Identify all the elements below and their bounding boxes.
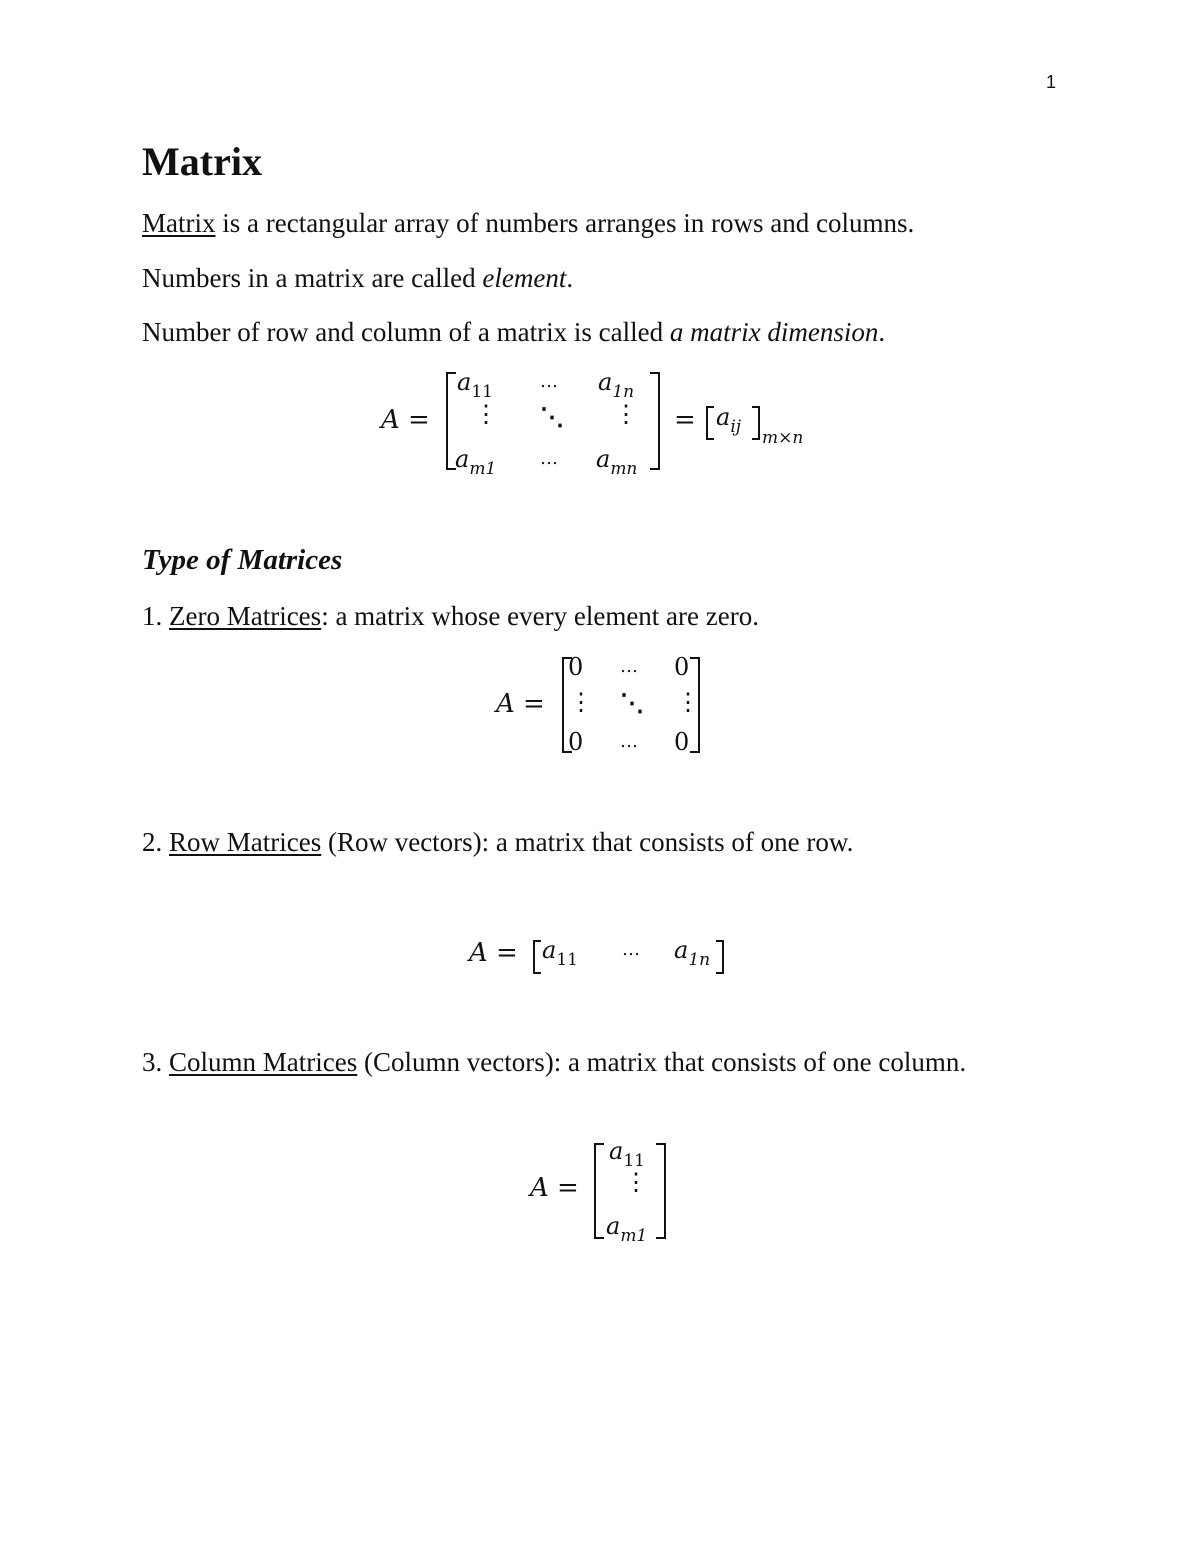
sub: 11: [471, 382, 493, 402]
sub: 11: [623, 1151, 645, 1171]
left-bracket: [706, 406, 714, 440]
ddots: ⋱: [540, 402, 564, 431]
right-bracket: [752, 406, 760, 440]
definition-dimension: [142, 316, 885, 348]
entry-am1: [606, 1212, 647, 1246]
element-text: Numbers in a matrix are called: [142, 263, 483, 293]
term-element: element: [482, 263, 567, 293]
type-column-matrices: [142, 1043, 1022, 1082]
vdots: ⋮: [614, 400, 638, 428]
a: a: [455, 445, 470, 473]
right-bracket: [656, 1143, 666, 1239]
a: a: [598, 368, 613, 396]
sub: ij: [730, 417, 742, 437]
lhs-A: A =: [496, 689, 545, 719]
a: a: [674, 936, 689, 964]
sub: m1: [620, 1226, 648, 1246]
dimension-text: Number of row and column of a matrix is called: [142, 317, 670, 347]
sub: mn: [610, 459, 638, 479]
type-description: (Row vectors): a matrix that consists of one row.: [321, 827, 854, 857]
term-dimension: a matrix dimension: [669, 317, 879, 347]
vdots: ⋮: [624, 1168, 648, 1196]
entry-amn: [596, 445, 637, 479]
type-zero-matrices: [142, 600, 759, 632]
entry-zero: 0: [674, 653, 690, 681]
left-bracket: [594, 1143, 604, 1239]
definition-matrix: [142, 207, 914, 239]
page-number: 1: [1046, 72, 1057, 92]
entry-zero: 0: [568, 728, 584, 756]
lhs-A: A =: [469, 938, 518, 968]
entry-a11: [609, 1137, 645, 1171]
entry-a1n: [674, 936, 710, 970]
type-row-matrices: [142, 826, 853, 858]
lhs-A: A =: [381, 405, 430, 435]
hdots: …: [622, 939, 641, 960]
type-description: : a matrix whose every element are zero.: [321, 601, 759, 631]
vdots: ⋮: [569, 688, 593, 716]
section-title: Type of Matrices: [142, 544, 343, 576]
entry-a1n: [598, 368, 634, 402]
item-number: 3.: [142, 1047, 169, 1077]
entry-zero: 0: [674, 728, 690, 756]
a: a: [716, 403, 731, 431]
type-name: Row Matrices: [169, 827, 322, 857]
right-bracket: [716, 940, 724, 974]
entry-a11: [542, 936, 578, 970]
a: a: [609, 1137, 624, 1165]
a: a: [606, 1212, 621, 1240]
equals-sign: =: [674, 405, 696, 435]
definition-element: [142, 262, 573, 294]
entry-a11: [457, 368, 493, 402]
sub: 1n: [612, 382, 635, 402]
hdots: …: [620, 656, 639, 677]
definition-text: is a rectangular array of numbers arranges in rows and columns.: [215, 208, 915, 238]
lhs-A: A =: [530, 1173, 579, 1203]
dimension-subscript: m×n: [762, 428, 804, 448]
hdots: …: [620, 731, 639, 752]
hdots: …: [540, 371, 559, 392]
entry-zero: 0: [568, 653, 584, 681]
left-bracket: [533, 940, 541, 974]
sub: m1: [469, 459, 497, 479]
a: a: [457, 368, 472, 396]
entry-am1: [455, 445, 496, 479]
item-number: 2.: [142, 827, 169, 857]
sub: 1n: [688, 950, 711, 970]
a: a: [596, 445, 611, 473]
hdots: …: [540, 448, 559, 469]
type-description: (Column vectors): a matrix that consists of one column.: [357, 1047, 967, 1077]
period: .: [878, 317, 886, 347]
vdots: ⋮: [474, 400, 498, 428]
type-name: Column Matrices: [169, 1047, 358, 1077]
item-number: 1.: [142, 601, 169, 631]
entry-aij: [716, 403, 741, 437]
term-matrix: Matrix: [142, 208, 216, 238]
type-name: Zero Matrices: [169, 601, 322, 631]
page-title: Matrix: [142, 139, 262, 184]
period: .: [566, 263, 574, 293]
right-bracket: [690, 657, 700, 753]
ddots: ⋱: [620, 688, 644, 717]
sub: 11: [556, 950, 578, 970]
right-bracket: [650, 372, 660, 470]
vdots: ⋮: [676, 688, 700, 716]
a: a: [542, 936, 557, 964]
